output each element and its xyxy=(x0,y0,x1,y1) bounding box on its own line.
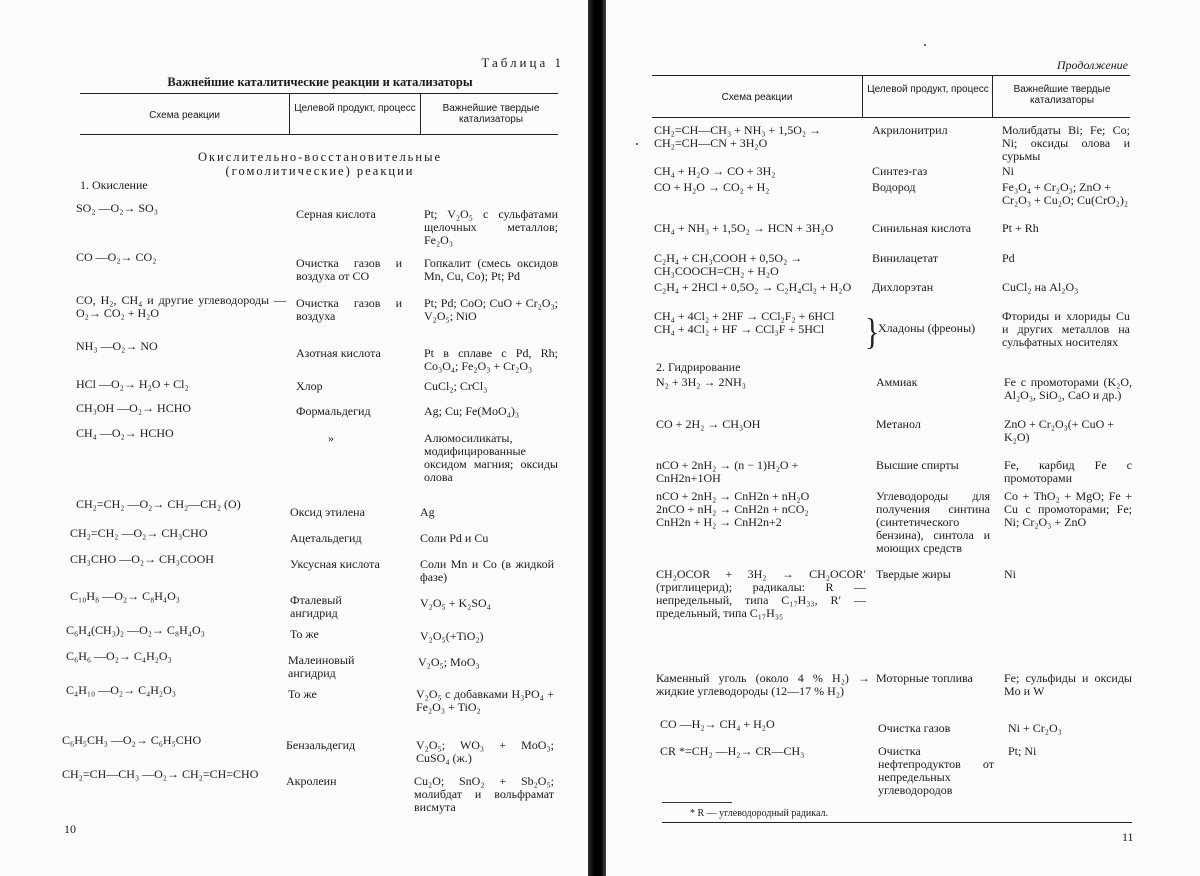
scheme-cell: C₆H₆ —O₂→ C₄H₂O₃ xyxy=(66,649,172,663)
scheme-cell: CH₄ —O₂→ HCHO xyxy=(76,426,174,440)
scan-speck xyxy=(636,143,638,145)
scheme-cell: CH₂=CH—CH₃ —O₂→ CH₂=CH=CHO xyxy=(62,767,259,781)
page-number: 11 xyxy=(1122,830,1134,844)
header-bottom-rule xyxy=(652,117,1130,118)
catalyst-cell: Pt; V₂O₅ с сульфатами щелочных металлов; Fe₂O₃ xyxy=(424,207,558,247)
product-cell: » xyxy=(328,431,334,445)
scheme-cell: C₄H₁₀ —O₂→ C₄H₂O₃ xyxy=(66,683,176,697)
header-product: Целевой продукт, процесс xyxy=(294,103,416,114)
footnote: * R — углеводородный радикал. xyxy=(690,808,828,819)
product-cell: Метанол xyxy=(876,417,921,431)
scheme-cell: CH₄ + H₂O → CO + 3H₂ xyxy=(654,164,776,178)
scheme-cell: C₂H₄ + 2HCl + 0,5O₂ → C₂H₄Cl₂ + H₂O xyxy=(654,280,852,294)
table-title: Важнейшие каталитические реакции и катализаторы xyxy=(167,75,473,89)
product-cell: Дихлорэтан xyxy=(872,280,934,294)
scheme-cell: CH₃CHO —O₂→ CH₃COOH xyxy=(70,552,214,566)
scheme-cell: NH₃ —O₂→ NO xyxy=(76,339,158,353)
product-cell: Углеводороды для получения синтина (синтетического бензина), синтола и моющих средств xyxy=(876,489,990,555)
header-divider xyxy=(420,94,421,134)
scheme-cell: N₂ + 3H₂ → 2NH₃ xyxy=(656,375,746,389)
product-cell: Хладоны (фреоны) xyxy=(878,321,976,335)
product-cell: Серная кислота xyxy=(296,207,376,221)
product-cell: Акролеин xyxy=(286,774,337,788)
catalyst-cell: CuCl₂ на Al₂O₃ xyxy=(1002,280,1079,294)
scheme-cell: CH₃OH —O₂→ HCHO xyxy=(76,401,192,415)
catalyst-cell: Pt; Pd; CoO; CuO + Cr₂O₃; V₂O₅; NiO xyxy=(424,296,558,323)
product-cell: Формальдегид xyxy=(296,404,371,418)
product-cell: Азотная кислота xyxy=(296,346,381,360)
header-scheme: Схема реакции xyxy=(149,110,220,121)
product-cell: Малеиновый ангидрид xyxy=(288,653,355,680)
catalyst-cell: Ni xyxy=(1004,567,1016,581)
header-catalyst: Важнейшие твердые катализаторы xyxy=(442,103,540,125)
scheme-cell: SO₂ —O₂→ SO₃ xyxy=(76,201,158,215)
catalyst-cell: Co + ThO₂ + MgO; Fe + Cu с промоторами; Fe; Ni; Cr₂O₃ + ZnO xyxy=(1004,489,1132,529)
header-scheme: Схема реакции xyxy=(721,92,793,103)
product-cell: Бензальдегид xyxy=(286,738,356,752)
catalyst-cell: Fe, карбид Fe с промоторами xyxy=(1004,458,1132,485)
catalyst-cell: Ag; Cu; Fe(MoO₄)₃ xyxy=(424,404,520,418)
scheme-cell: CR *=CH₂ —H₂→ CR—CH₃ xyxy=(660,744,805,758)
scan-speck xyxy=(924,44,926,46)
subsection-hydrogenation: 2. Гидрирование xyxy=(656,360,741,374)
product-cell: Очистка газов и воздуха от CO xyxy=(296,256,402,283)
brace: } xyxy=(865,311,880,353)
catalyst-cell: Fe с промоторами (K₂O, Al₂O₃, SiO₂, CaO и др.) xyxy=(1004,375,1132,402)
product-cell: Фталевый ангидрид xyxy=(290,593,342,620)
scheme-cell: CH₂=CH₂ —O₂→ CH₃CHO xyxy=(70,526,208,540)
catalyst-cell: Fe; сульфиды и оксиды Mo и W xyxy=(1004,671,1132,698)
product-cell: Аммиак xyxy=(876,375,918,389)
scheme-cell: CH₄ + NH₃ + 1,5O₂ → HCN + 3H₂O xyxy=(654,221,834,235)
catalyst-cell: V₂O₅ с добавками H₃PO₄ + Fe₂O₃ + TiO₂ xyxy=(416,687,554,714)
header-product: Целевой продукт, процесс xyxy=(867,84,989,95)
product-cell: Синильная кислота xyxy=(872,221,972,235)
scheme-cell: CO, H₂, CH₄ и другие углеводороды —O₂→ CO₂ + H₂O xyxy=(76,293,286,320)
scheme-cell: CH₄ + 4Cl₂ + 2HF → CCl₂F₂ + 6HCl CH₄ + 4Cl₂ + HF → CCl₃F + 5HCl xyxy=(654,309,835,336)
product-cell: Высшие спирты xyxy=(876,458,959,472)
footnote-rule xyxy=(662,802,732,803)
scheme-cell: CH₂=CH—CH₃ + NH₃ + 1,5O₂ → CH₂=CH—CN + 3H₂O xyxy=(654,123,822,150)
scheme-cell: CH₂=CH₂ —O₂→ CH₂—CH₂ (O) xyxy=(76,497,241,511)
scheme-cell: nCO + 2nH₂ → (n − 1)H₂O + CnH2n+1OH xyxy=(656,458,799,485)
header-top-rule xyxy=(80,93,558,94)
catalyst-cell: Pd xyxy=(1002,251,1015,265)
catalyst-cell: V₂O₅(+TiO₂) xyxy=(420,629,484,643)
product-cell: То же xyxy=(288,687,317,701)
catalyst-cell: Гопкалит (смесь оксидов Mn, Cu, Co); Pt; Pd xyxy=(424,256,558,283)
catalyst-cell: Fe₃O₄ + Cr₂O₃; ZnO + Cr₂O₃ + Cu₂O; Cu(CrO₂)₂ xyxy=(1002,180,1129,207)
scheme-cell: CO —O₂→ CO₂ xyxy=(76,250,157,264)
catalyst-cell: Алюмосиликаты, модифицированные оксидом магния; оксиды олова xyxy=(424,431,558,484)
book-gutter xyxy=(588,0,606,876)
product-cell: То же xyxy=(290,627,319,641)
scheme-cell: Каменный уголь (около 4 % H₂) → жидкие углеводороды (12—17 % H₂) xyxy=(656,671,870,698)
product-cell: Акрилонитрил xyxy=(872,123,948,137)
product-cell: Ацетальдегид xyxy=(290,531,362,545)
catalyst-cell: Соли Pd и Cu xyxy=(420,531,489,545)
catalyst-cell: V₂O₅ + K₂SO₄ xyxy=(420,596,491,610)
catalyst-cell: Соли Mn и Co (в жидкой фазе) xyxy=(420,557,554,584)
scheme-cell: nCO + 2nH₂ → CnH2n + nH₂O 2nCO + nH₂ → CnH2n + nCO₂ CnH2n + H₂ → CnH2n+2 xyxy=(656,489,810,529)
table-number: Таблица 1 xyxy=(481,55,564,70)
header-divider xyxy=(862,76,863,117)
product-cell: Синтез-газ xyxy=(872,164,928,178)
catalyst-cell: V₂O₅; MoO₃ xyxy=(418,655,480,669)
header-divider xyxy=(992,76,993,117)
scheme-cell: HCl —O₂→ H₂O + Cl₂ xyxy=(76,377,189,391)
header-catalyst: Важнейшие твердые катализаторы xyxy=(1013,84,1111,106)
product-cell: Водород xyxy=(872,180,916,194)
scheme-cell: CO —H₂→ CH₄ + H₂O xyxy=(660,717,775,731)
scheme-cell: C₂H₄ + CH₃COOH + 0,5O₂ → CH₃COOCH=CH₂ + H₂O xyxy=(654,251,803,278)
header-top-rule xyxy=(652,75,1130,76)
product-cell: Хлор xyxy=(296,379,323,393)
product-cell: Очистка газов xyxy=(878,721,951,735)
catalyst-cell: Pt; Ni xyxy=(1008,744,1037,758)
product-cell: Оксид этилена xyxy=(290,505,365,519)
subsection-oxidation: 1. Окисление xyxy=(80,178,148,192)
catalyst-cell: Фториды и хлориды Cu и других металлов на сульфатных носителях xyxy=(1002,309,1130,349)
continuation-label: Продолжение xyxy=(1056,58,1128,72)
section-title: Окислительно-восстановительные (гомолитические) реакции xyxy=(197,150,443,178)
catalyst-cell: Cu₂O; SnO₂ + Sb₂O₅; молибдат и вольфрамат висмута xyxy=(414,774,554,814)
catalyst-cell: Ni + Cr₂O₃ xyxy=(1008,721,1062,735)
catalyst-cell: Ag xyxy=(420,505,435,519)
catalyst-cell: ZnO + Cr₂O₃(+ CuO + K₂O) xyxy=(1004,417,1114,444)
catalyst-cell: V₂O₅; WO₃ + MoO₃; CuSO₄ (ж.) xyxy=(416,738,554,765)
catalyst-cell: Молибдаты Bi; Fe; Co; Ni; оксиды олова и сурьмы xyxy=(1002,123,1130,163)
catalyst-cell: CuCl₂; CrCl₃ xyxy=(424,379,488,393)
bottom-rule xyxy=(662,822,1132,823)
product-cell: Твердые жиры xyxy=(876,567,951,581)
scheme-cell: C₁₀H₈ —O₂→ C₈H₄O₃ xyxy=(70,589,180,603)
header-bottom-rule xyxy=(80,134,558,135)
scheme-cell: CO + 2H₂ → CH₃OH xyxy=(656,417,761,431)
catalyst-cell: Pt в сплаве с Pd, Rh; Co₃O₄; Fe₂O₃ + Cr₂O₃ xyxy=(424,346,558,373)
product-cell: Винилацетат xyxy=(872,251,938,265)
catalyst-cell: Ni xyxy=(1002,164,1014,178)
catalyst-cell: Pt + Rh xyxy=(1002,221,1039,235)
scheme-cell: C₆H₄(CH₃)₂ —O₂→ C₈H₄O₃ xyxy=(66,623,205,637)
scheme-cell: CH₂OCOR + 3H₂ → CH₂OCOR′ (триглицерид); радикалы: R — непредельный, типа C₁₇H₃₃, R′ — предельный, типа C₁₇H₃₅ xyxy=(656,567,866,620)
product-cell: Уксусная кислота xyxy=(290,557,380,571)
product-cell: Очистка газов и воздуха xyxy=(296,296,402,323)
scheme-cell: C₆H₅CH₃ —O₂→ C₆H₅CHO xyxy=(62,733,202,747)
product-cell: Моторные топлива xyxy=(876,671,973,685)
page-number: 10 xyxy=(64,822,76,836)
header-divider xyxy=(289,94,290,134)
product-cell: Очистка нефтепродуктов от непредельных углеводородов xyxy=(878,744,994,797)
scheme-cell: CO + H₂O → CO₂ + H₂ xyxy=(654,180,770,194)
